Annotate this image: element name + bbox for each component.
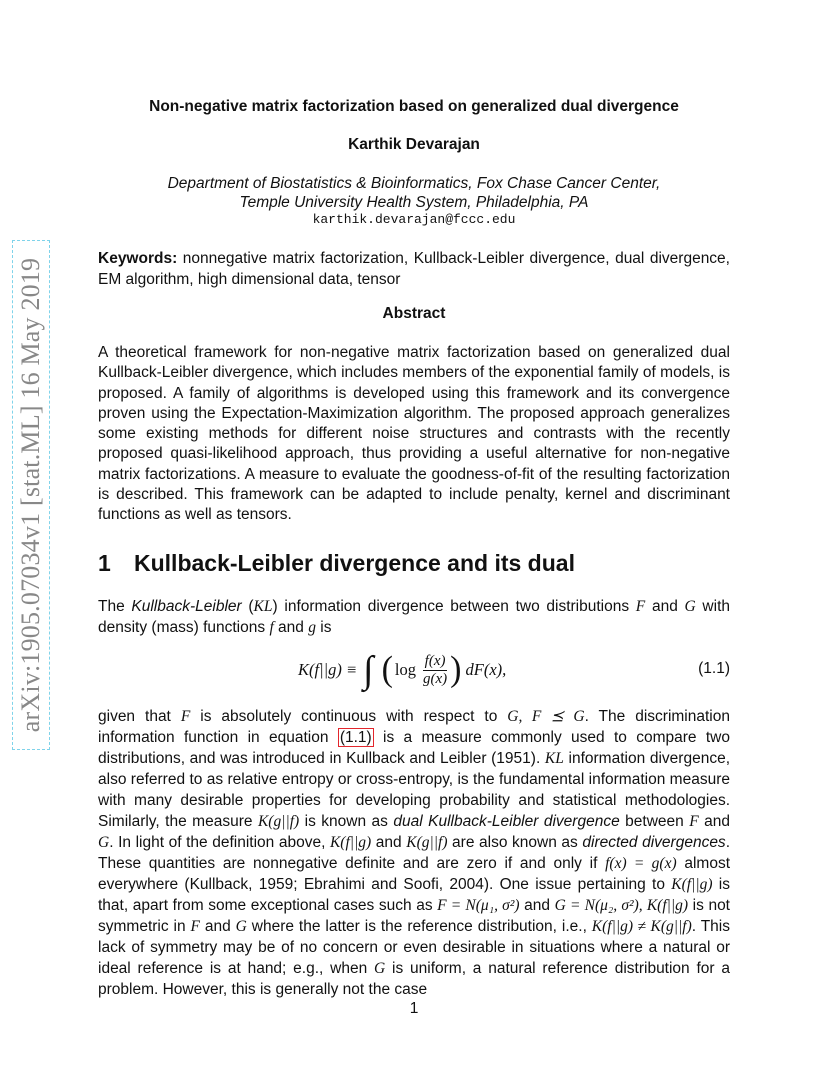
page-number: 1 bbox=[409, 1000, 419, 1017]
equation-1-1 bbox=[98, 648, 730, 692]
affiliation-line-2: Temple University Health System, Philadelphia, PA bbox=[239, 194, 589, 211]
paper-title: Non-negative matrix factorization based on generalized dual divergence bbox=[149, 98, 679, 115]
affiliation-line-1: Department of Biostatistics & Bioinformatics, Fox Chase Cancer Center, bbox=[167, 175, 661, 192]
integral-symbol: ∫ bbox=[363, 649, 374, 691]
section-title: Kullback-Leibler divergence and its dual bbox=[134, 550, 575, 576]
keywords-label: Keywords: bbox=[98, 250, 178, 267]
equation-number: (1.1) bbox=[698, 660, 730, 677]
abstract-text: A theoretical framework for non-negative matrix factorization based on generalized dual Kullback-Leibler divergence, which includes members of the exponential family of models, is proposed. A family of algorithms is developed using this framework and its convergence proven using the Expectation-Maximization algorithm. The proposed approach generalizes some existing methods for different noise structures and contrasts with the recently proposed quasi-likelihood approach, thus providing a useful alternative for non-negative matrix factorizations. A measure to evaluate the goodness-of-fit of the resulting factorization is described. This framework can be adapted to include penalty, kernel and discriminant functions as well as tensors. bbox=[98, 344, 730, 524]
intro-paragraph: The Kullback-Leibler (KL) information divergence between two distributions F and G with density (mass) functions f and g is bbox=[98, 598, 730, 636]
author-name: Karthik Devarajan bbox=[348, 136, 480, 153]
section-number: 1 bbox=[98, 550, 111, 576]
keywords-text: nonnegative matrix factorization, Kullback-Leibler divergence, dual divergence, EM algorithm, high dimensional data, tensor bbox=[98, 250, 730, 288]
equation-body: K(f||g) ≡ ∫ ( log $\frac{f(x)}{g(x)}$ ) dF(x), bbox=[298, 649, 507, 691]
author-email[interactable]: karthik.devarajan@fccc.edu bbox=[312, 212, 516, 227]
body-paragraph: given that F is absolutely continuous with respect to G, F ⪯ G. The discrimination information function in equation (1.1) is a measure commonly used to compare two distributions, and was introduced in Kullback and Leibler (1951). KL information divergence, also referred to as relative entropy or cross-entropy, is the fundamental information measure with many desirable properties for developing probability and statistical methodologies. Similarly, the measure K(g||f) is known as dual Kullback-Leibler divergence between F and G. In light of the definition above, K(f||g) and K(g||f) are also known as directed divergences. These quantities are nonnegative definite and are zero if and only if f(x) = g(x) almost everywhere (Kullback, 1959; Ebrahimi and Soofi, 2004). One issue pertaining to K(f||g) is that, apart from some exceptional cases such as F = N(μ₁, σ²) and G = N(μ₂, σ²), K(f||g) is not symmetric in F and G where the latter is the reference distribution, i.e., K(f||g) ≠ K(g||f). This lack of symmetry may be of no concern or even desirable in situations where a natural or ideal reference is at hand; e.g., when G is uniform, a natural reference distribution for a problem. However, this is generally not the case bbox=[98, 708, 731, 998]
arxiv-identifier: arXiv:1905.07034v1 [stat.ML] 16 May 2019 bbox=[16, 257, 45, 733]
affiliation bbox=[98, 174, 730, 212]
abstract-heading: Abstract bbox=[382, 305, 446, 322]
section-heading bbox=[98, 550, 575, 577]
arxiv-stamp[interactable] bbox=[12, 240, 50, 750]
equation-reference-link[interactable]: (1.1) bbox=[339, 729, 372, 746]
fraction: $\frac{f(x)}{g(x)}$ bbox=[423, 652, 448, 687]
keywords bbox=[98, 248, 730, 290]
